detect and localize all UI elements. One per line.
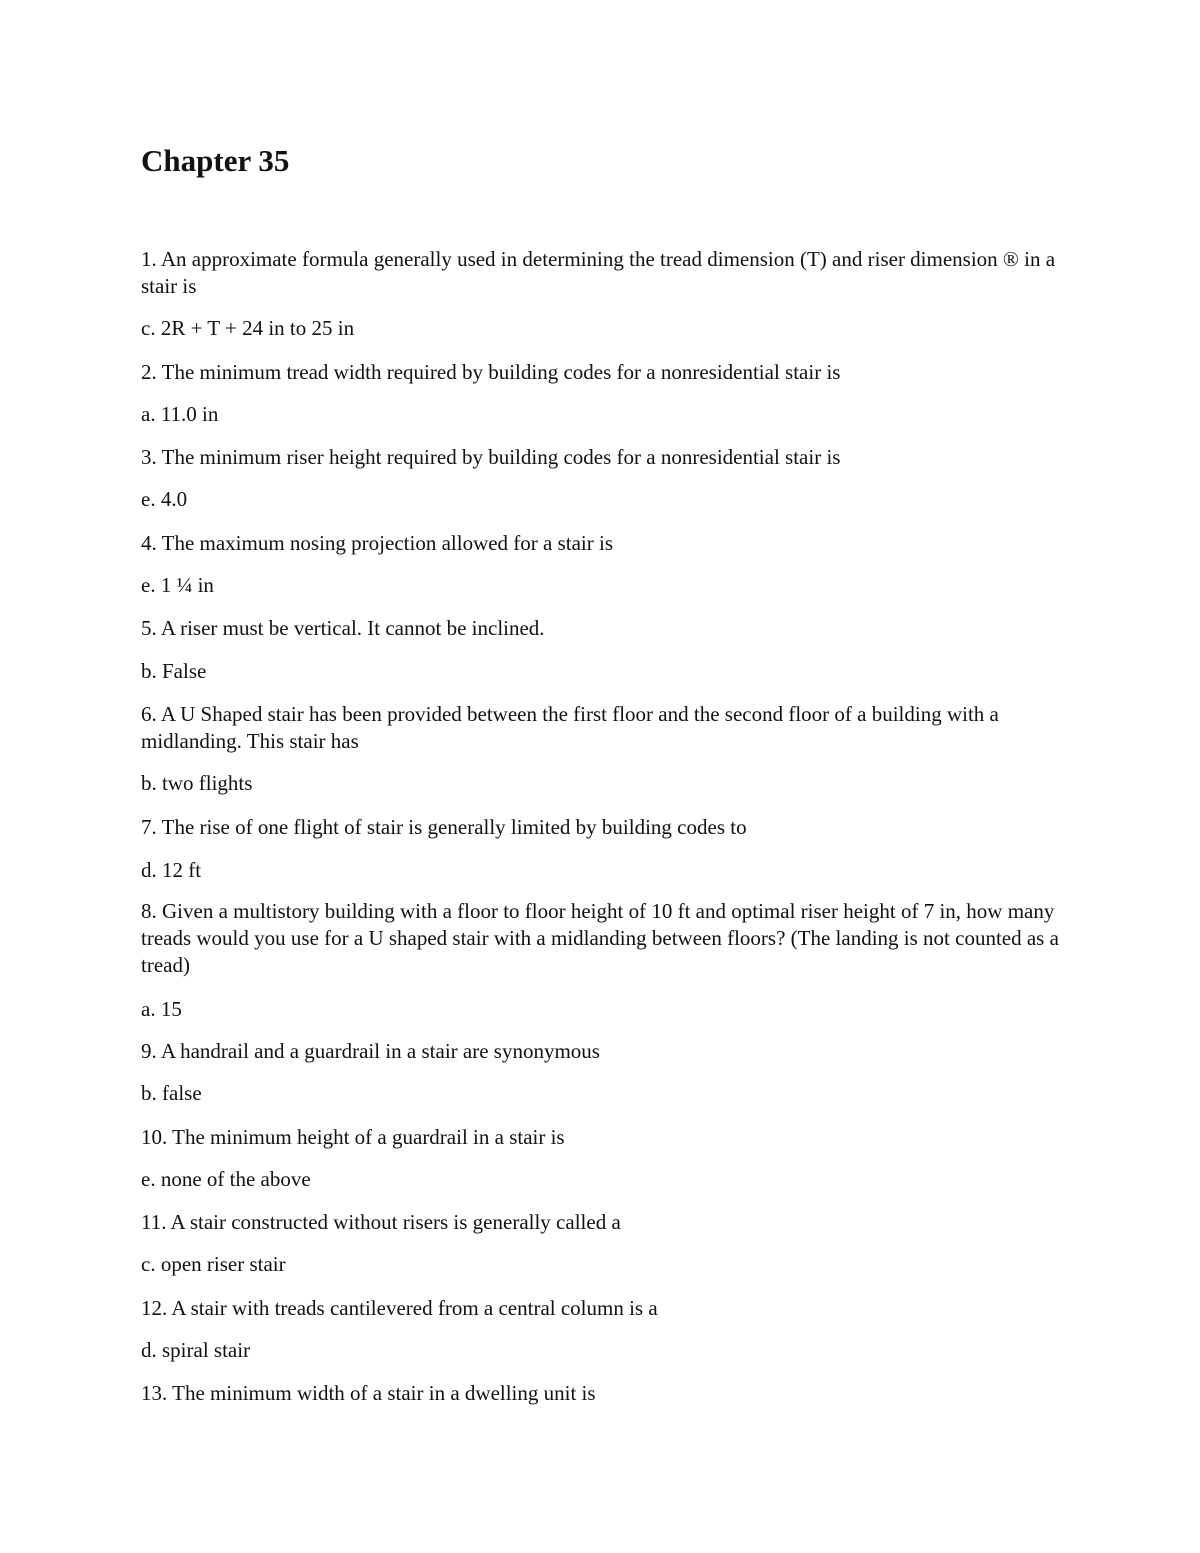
question-2: 2. The minimum tread width required by building codes for a nonresidential stair is — [141, 360, 841, 384]
question-8: 8. Given a multistory building with a floor to floor height of 10 ft and optimal riser height of 7 in, how many treads would you use for a U shaped stair with a midlanding between floors? (The landing is not counted as a tread) — [141, 899, 1059, 977]
question-3: 3. The minimum riser height required by building codes for a nonresidential stair is — [141, 445, 841, 469]
answer-6: b. two flights — [141, 771, 253, 795]
answer-2: a. 11.0 in — [141, 402, 219, 426]
answer-7: d. 12 ft — [141, 858, 202, 882]
answer-11: c. open riser stair — [141, 1252, 286, 1276]
page-title: Chapter 35 — [141, 143, 290, 178]
question-12: 12. A stair with treads cantilevered from a central column is a — [141, 1296, 658, 1320]
answer-4: e. 1 ¼ in — [141, 573, 214, 597]
question-7: 7. The rise of one flight of stair is generally limited by building codes to — [141, 815, 747, 839]
question-5: 5. A riser must be vertical. It cannot be inclined. — [141, 616, 545, 640]
answer-8: a. 15 — [141, 997, 182, 1021]
question-6: 6. A U Shaped stair has been provided between the first floor and the second floor of a building with a midlanding. This stair has — [141, 702, 999, 753]
question-11: 11. A stair constructed without risers is generally called a — [141, 1210, 621, 1234]
answer-1: c. 2R + T + 24 in to 25 in — [141, 316, 355, 340]
question-13: 13. The minimum width of a stair in a dwelling unit is — [141, 1381, 596, 1405]
answer-10: e. none of the above — [141, 1167, 311, 1191]
answer-12: d. spiral stair — [141, 1338, 251, 1362]
question-1: 1. An approximate formula generally used in determining the tread dimension (T) and riser dimension ® in a stair is — [141, 247, 1056, 298]
answer-9: b. false — [141, 1081, 202, 1105]
question-4: 4. The maximum nosing projection allowed for a stair is — [141, 531, 614, 555]
question-9: 9. A handrail and a guardrail in a stair are synonymous — [141, 1039, 600, 1063]
answer-5: b. False — [141, 659, 207, 683]
answer-3: e. 4.0 — [141, 487, 188, 511]
question-10: 10. The minimum height of a guardrail in a stair is — [141, 1125, 565, 1149]
